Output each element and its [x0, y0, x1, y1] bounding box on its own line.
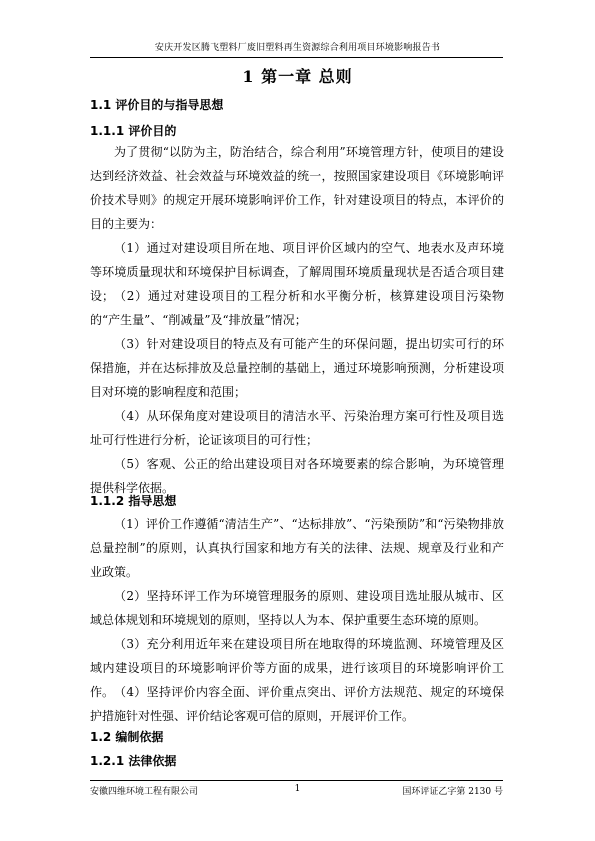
section-heading-1-1-1: 1.1.1 评价目的 — [90, 124, 177, 138]
paragraph-purpose-intro: 为了贯彻“以防为主，防治结合，综合利用”环境管理方针，使项目的建设达到经济效益、社会效益与环境效益的统一，按照国家建设项目《环境影响评价技术导则》的规定开展环境影响评价工作，针对建设项目的特点，本评价的目的主要为： — [90, 145, 504, 231]
section-heading-1-1: 1.1 评价目的与指导思想 — [90, 98, 224, 112]
running-header: 安庆开发区腾飞塑料厂废旧塑料再生资源综合利用项目环境影响报告书 — [154, 43, 441, 53]
footer-rule — [90, 780, 503, 781]
paragraph-guideline-1: （1）评价工作遵循“清洁生产”、“达标排放”、“污染预防”和“污染物排放总量控制”的原则，认真执行国家和地方有关的法律、法规、规章及行业和产业政策。 — [90, 517, 504, 579]
page-number: 1 — [294, 784, 301, 794]
paragraph-purpose-5: （5）客观、公正的给出建设项目对各环境要素的综合影响，为环境管理提供科学依据。 — [90, 457, 504, 495]
section-heading-1-2-1: 1.2.1 法律依据 — [90, 754, 177, 768]
paragraph-purpose-3: （3）针对建设项目的特点及有可能产生的环保问题，提出切实可行的环保措施，并在达标排放及总量控制的基础上，通过环境影响预测，分析建设项目对环境的影响程度和范围； — [90, 337, 504, 399]
section-heading-1-1-2: 1.1.2 指导思想 — [90, 494, 177, 508]
paragraph-guideline-2: （2）坚持环评工作为环境管理服务的原则、建设项目选址服从城市、区域总体规划和环境规划的原则，坚持以人为本、保护重要生态环境的原则。 — [90, 589, 504, 627]
header-rule — [90, 57, 503, 58]
section-heading-1-2: 1.2 编制依据 — [90, 730, 164, 744]
paragraph-purpose-2: （2）通过对建设项目的工程分析和水平衡分析，核算建设项目污染物的“产生量”、“削减量”及“排放量”情况； — [90, 289, 504, 327]
paragraph-purpose-4: （4）从环保角度对建设项目的清洁水平、污染治理方案可行性及项目选址可行性进行分析，论证该项目的可行性； — [90, 409, 504, 447]
paragraph-guideline-4: （4）坚持评价内容全面、评价重点突出、评价方法规范、规定的环境保护措施针对性强、评价结论客观可信的原则，开展评价工作。 — [90, 685, 504, 723]
paragraph-purpose-1: （1）通过对建设项目所在地、项目评价区域内的空气、地表水及声环境等环境质量现状和环境保护目标调查，了解周围环境质量现状是否适合项目建设； — [90, 241, 504, 303]
footer-company: 安徽四维环境工程有限公司 — [90, 787, 199, 797]
paragraph-guideline-3: （3）充分利用近年来在建设项目所在地取得的环境监测、环境管理及区域内建设项目的环境影响评价等方面的成果，进行该项目的环境影响评价工作。 — [90, 637, 504, 699]
footer-certificate: 国环评证乙字第 2130 号 — [402, 787, 503, 797]
chapter-title: 1 第一章 总则 — [242, 67, 353, 86]
